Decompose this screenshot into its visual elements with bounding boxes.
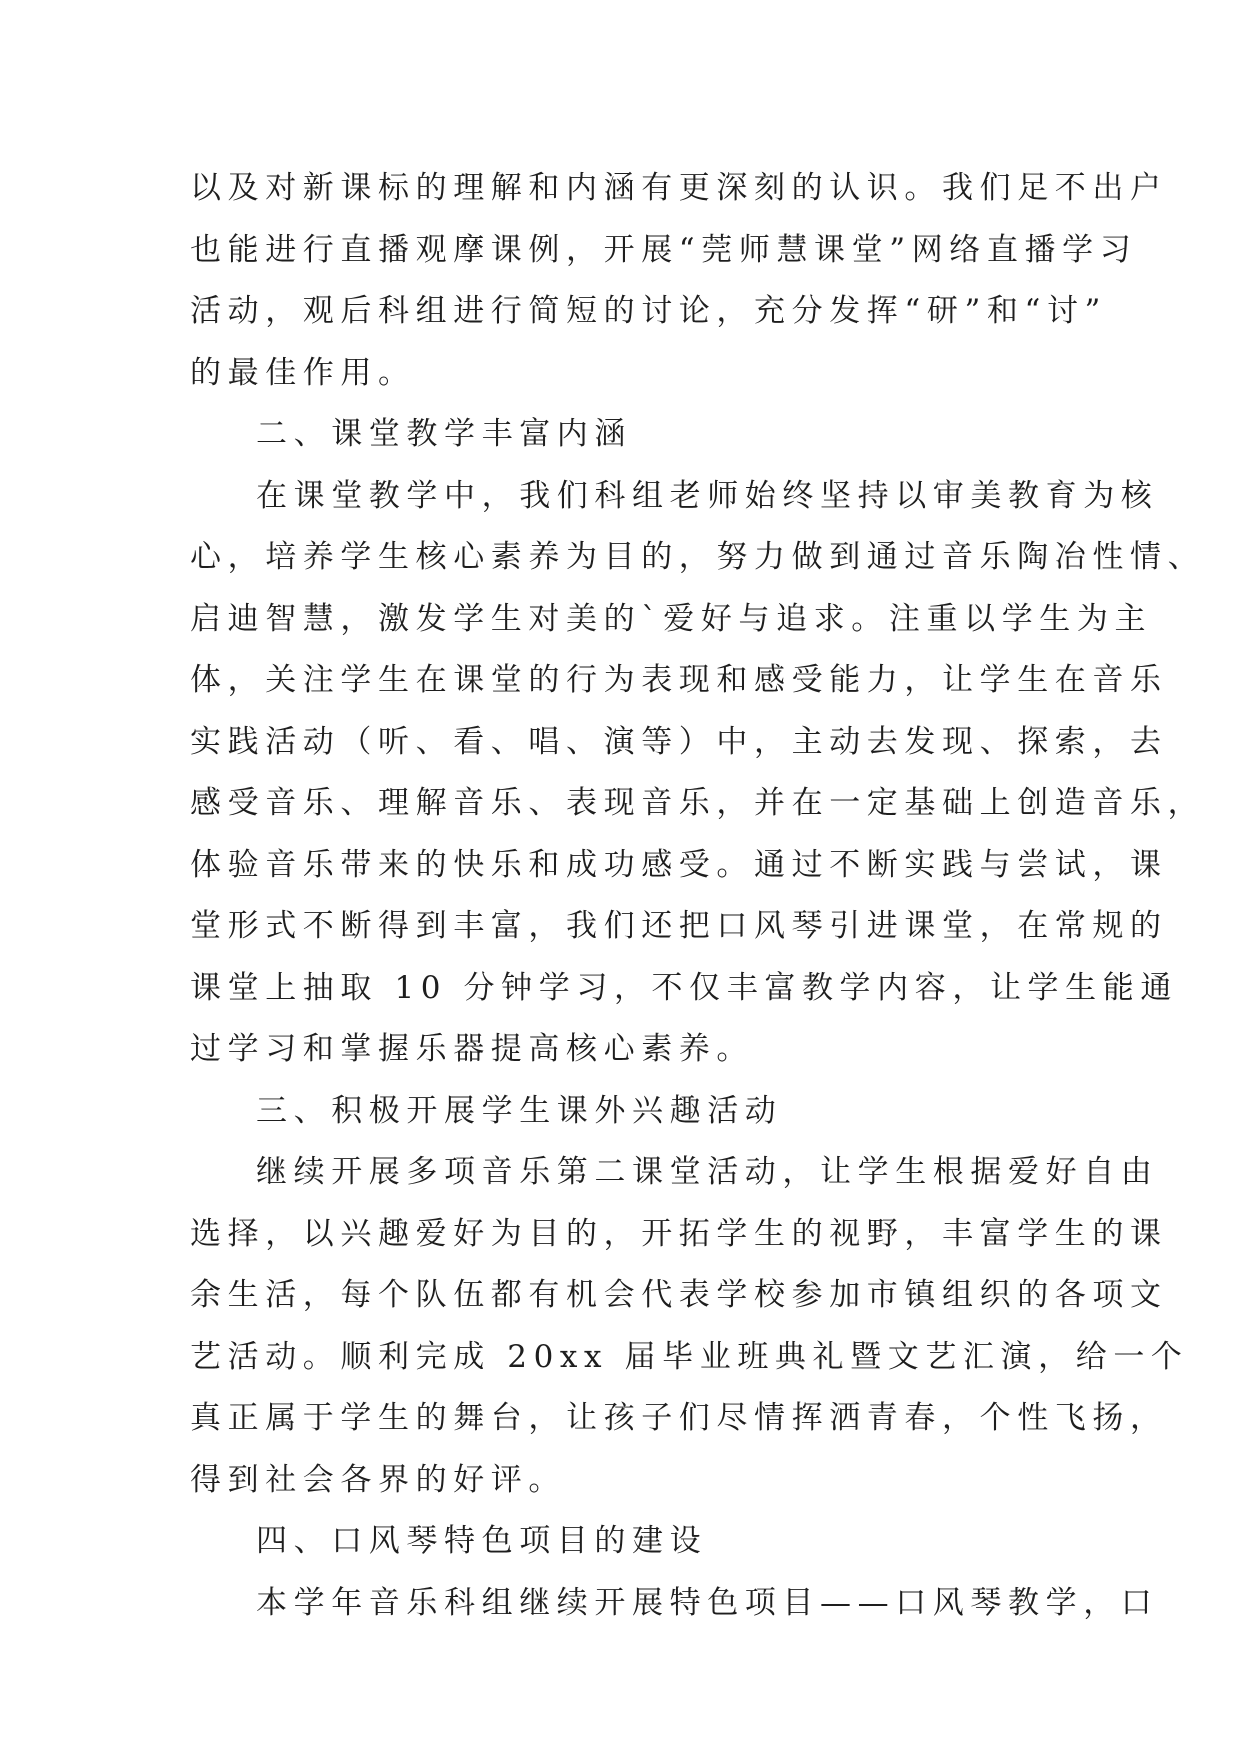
text-line: 感受音乐、理解音乐、表现音乐，并在一定基础上创造音乐，	[190, 785, 1206, 821]
text-line: 实践活动（听、看、唱、演等）中，主动去发现、探索，去	[190, 723, 1168, 760]
document-body	[190, 158, 1206, 1634]
text-line: 课堂上抽取 10 分钟学习，不仅丰富教学内容，让学生能通	[190, 969, 1178, 1006]
paragraph-start-line: 继续开展多项音乐第二课堂活动，让学生根据爱好自由	[256, 1154, 1159, 1190]
text-line: 艺活动。顺利完成 20xx 届毕业班典礼暨文艺汇演，给一个	[190, 1338, 1189, 1375]
text-line: 的最佳作用。	[190, 354, 416, 391]
text-line: 以及对新课标的理解和内涵有更深刻的认识。我们足不出户	[190, 170, 1168, 206]
text-line: 真正属于学生的舞台，让孩子们尽情挥洒青春，个性飞扬，	[190, 1400, 1168, 1436]
paragraph-start-line: 四、口风琴特色项目的建设	[256, 1523, 708, 1559]
text-line: 余生活，每个队伍都有机会代表学校参加市镇组织的各项文	[190, 1277, 1168, 1313]
text-line: 得到社会各界的好评。	[190, 1461, 566, 1498]
paragraph-start-line: 二、课堂教学丰富内涵	[256, 416, 632, 452]
text-line: 过学习和掌握乐器提高核心素养。	[190, 1031, 754, 1067]
text-line: 体验音乐带来的快乐和成功感受。通过不断实践与尝试，课	[190, 846, 1168, 883]
paragraph-start-line: 在课堂教学中，我们科组老师始终坚持以审美教育为核	[256, 477, 1159, 514]
paragraph-start-line: 本学年音乐科组继续开展特色项目——口风琴教学，口	[256, 1584, 1159, 1621]
text-line: 心，培养学生核心素养为目的，努力做到通过音乐陶冶性情、	[190, 539, 1206, 575]
text-line: 选择，以兴趣爱好为目的，开拓学生的视野，丰富学生的课	[190, 1215, 1168, 1252]
text-line: 活动，观后科组进行简短的讨论，充分发挥“研”和“讨”	[190, 293, 1107, 329]
paragraph-start-line: 三、积极开展学生课外兴趣活动	[256, 1092, 783, 1129]
text-line: 堂形式不断得到丰富，我们还把口风琴引进课堂，在常规的	[190, 908, 1168, 944]
text-line: 体，关注学生在课堂的行为表现和感受能力，让学生在音乐	[190, 662, 1168, 698]
text-line: 也能进行直播观摩课例，开展“莞师慧课堂”网络直播学习	[190, 231, 1138, 268]
text-line: 启迪智慧，激发学生对美的`爱好与追求。注重以学生为主	[190, 600, 1153, 637]
